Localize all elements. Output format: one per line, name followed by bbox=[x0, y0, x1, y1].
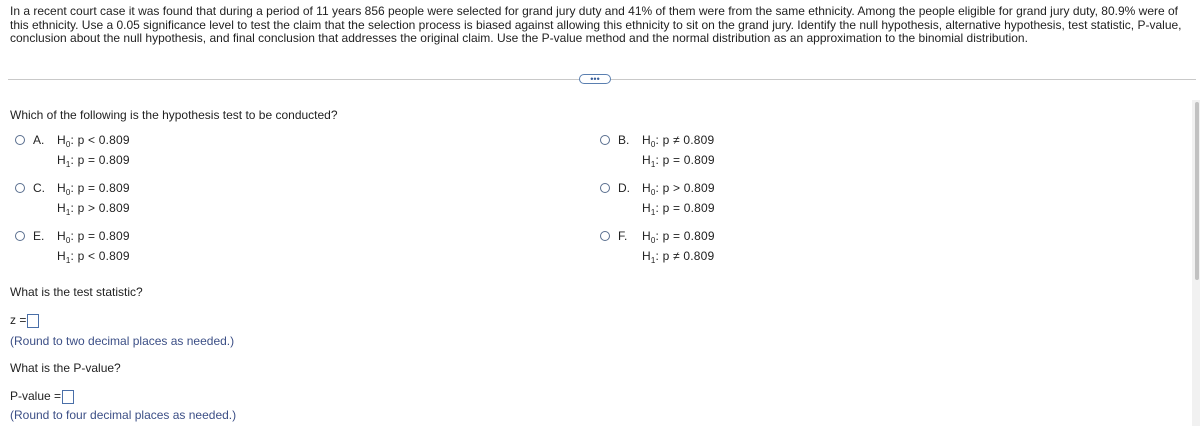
question-test-statistic-prompt: What is the test statistic? bbox=[10, 285, 143, 299]
alternative-hypothesis: $H_1$: p > 0.809 bbox=[57, 201, 130, 217]
z-label: z = bbox=[10, 313, 27, 327]
p-value-answer-input[interactable] bbox=[62, 390, 74, 404]
expand-more-button[interactable]: ••• bbox=[579, 74, 611, 84]
problem-statement: In a recent court case it was found that during a period of 11 years 856 people were selected for grand jury duty and 41% of them were from the same ethnicity. Among the people eligible for grand jury duty, 80.9% were of this ethnicity. Use a 0.05 significance level to test the claim that the selection process is biased against allowing this ethnicity to sit on the grand jury. Identify the null hypothesis, alternative hypothesis, test statistic, P-value, conclusion about the null hypothesis, and final conclusion that addresses the original claim. Use the P-value method and the normal distribution as an approximation to the binomial distribution. bbox=[10, 4, 1182, 45]
null-hypothesis: $H_0$: p > 0.809 bbox=[642, 181, 715, 197]
option-letter: E. bbox=[33, 229, 45, 243]
option-letter: C. bbox=[33, 181, 45, 195]
rounding-hint-z: (Round to two decimal places as needed.) bbox=[10, 334, 235, 348]
radio-button[interactable] bbox=[15, 183, 25, 193]
test-statistic-row bbox=[10, 313, 39, 328]
question-hypothesis-prompt: Which of the following is the hypothesis test to be conducted? bbox=[10, 108, 338, 122]
alternative-hypothesis: $H_1$: p ≠ 0.809 bbox=[642, 249, 715, 265]
p-value-row bbox=[10, 389, 74, 404]
null-hypothesis: $H_0$: p = 0.809 bbox=[57, 181, 130, 197]
radio-button[interactable] bbox=[15, 231, 25, 241]
option-letter: F. bbox=[618, 229, 628, 243]
alternative-hypothesis: $H_1$: p < 0.809 bbox=[57, 249, 130, 265]
question-p-value-prompt: What is the P-value? bbox=[10, 361, 121, 375]
radio-button[interactable] bbox=[600, 183, 610, 193]
radio-button[interactable] bbox=[15, 135, 25, 145]
null-hypothesis: $H_0$: p ≠ 0.809 bbox=[642, 133, 715, 149]
null-hypothesis: $H_0$: p < 0.809 bbox=[57, 133, 130, 149]
null-hypothesis: $H_0$: p = 0.809 bbox=[642, 229, 715, 245]
alternative-hypothesis: $H_1$: p = 0.809 bbox=[57, 153, 130, 169]
scrollbar-thumb[interactable] bbox=[1195, 102, 1199, 280]
alternative-hypothesis: $H_1$: p = 0.809 bbox=[642, 201, 715, 217]
rounding-hint-p: (Round to four decimal places as needed.) bbox=[10, 408, 237, 422]
z-answer-input[interactable] bbox=[27, 314, 39, 328]
radio-button[interactable] bbox=[600, 135, 610, 145]
option-letter: A. bbox=[33, 133, 45, 147]
null-hypothesis: $H_0$: p = 0.809 bbox=[57, 229, 130, 245]
alternative-hypothesis: $H_1$: p = 0.809 bbox=[642, 153, 715, 169]
option-letter: D. bbox=[618, 181, 630, 195]
p-value-label: P-value = bbox=[10, 389, 62, 403]
option-letter: B. bbox=[618, 133, 630, 147]
radio-button[interactable] bbox=[600, 231, 610, 241]
